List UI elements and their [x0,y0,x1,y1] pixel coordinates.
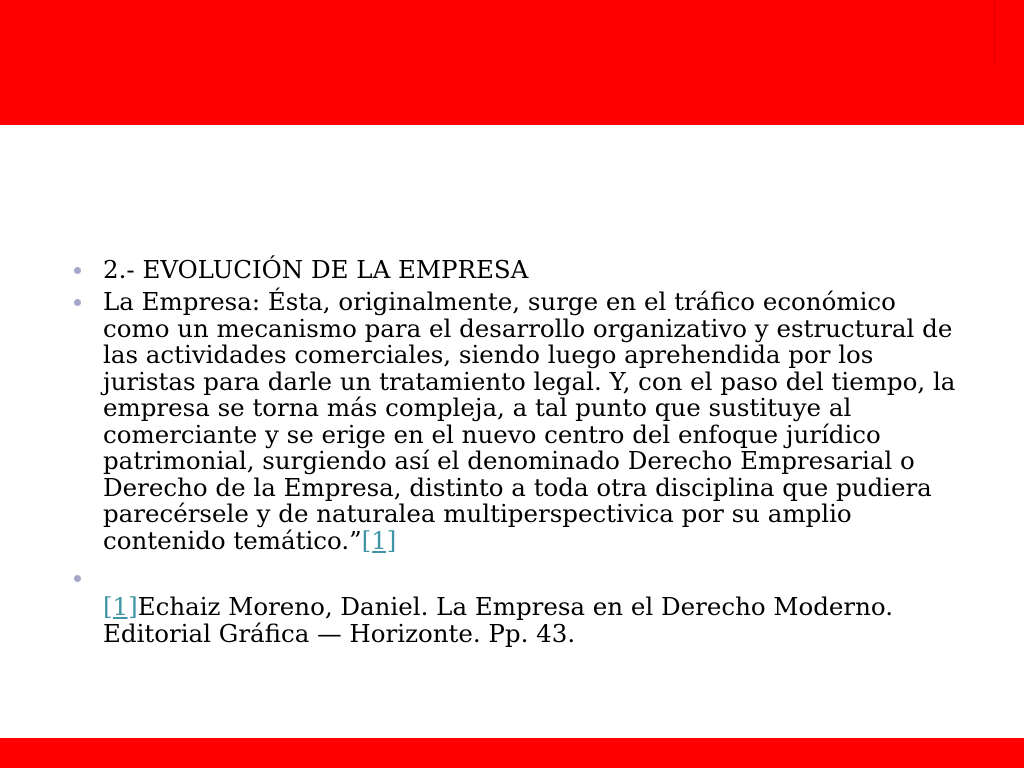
footnote-first-line [103,594,893,621]
paragraph-last-line [103,525,955,555]
footer-band [0,738,1024,768]
paragraph-line: juristas para darle un tratamiento legal. Y, con el paso del tiempo, la [103,366,956,396]
paragraph-line: empresa se torna más compleja, a tal punto que sustituye al [103,393,852,422]
bullet-item-footnote [103,565,893,647]
footnote-citation-text: Echaiz Moreno, Daniel. La Empresa en el Derecho Moderno. [137,592,894,621]
paragraph-line: La Empresa: Ésta, originalmente, surge en el tráfico económico [103,287,896,316]
paragraph-line: las actividades comerciales, siendo luego aprehendida por los [103,340,874,369]
bullet-item-heading [103,257,528,284]
footnote-second-line: Editorial Gráfica — Horizonte. Pp. 43. [103,618,576,648]
bullet-icon [74,267,81,274]
paragraph-line: comerciante y se erige en el nuevo centro del enfoque jurídico [103,419,881,449]
footnote-backlink[interactable]: [1] [103,592,138,621]
paragraph-line: patrimonial, surgiendo así el denominado Derecho Empresarial o [103,446,915,475]
header-band [0,0,1024,125]
header-divider-line [994,0,995,66]
bullet-item-paragraph [103,289,955,554]
footnote-reference-link[interactable]: [1] [361,525,397,555]
paragraph-line: parecérsele y de naturalea multiperspectivica por su amplio [103,499,852,528]
section-heading: 2.- EVOLUCIÓN DE LA EMPRESA [103,255,529,284]
paragraph-line: Derecho de la Empresa, distinto a toda otra disciplina que pudiera [103,472,932,502]
bullet-icon [74,299,81,306]
bullet-icon [74,575,81,582]
footnote-separator [103,565,893,594]
paragraph-last-line-text: contenido temático.” [103,525,362,555]
paragraph-line: como un mecanismo para el desarrollo organizativo y estructural de [103,313,953,343]
